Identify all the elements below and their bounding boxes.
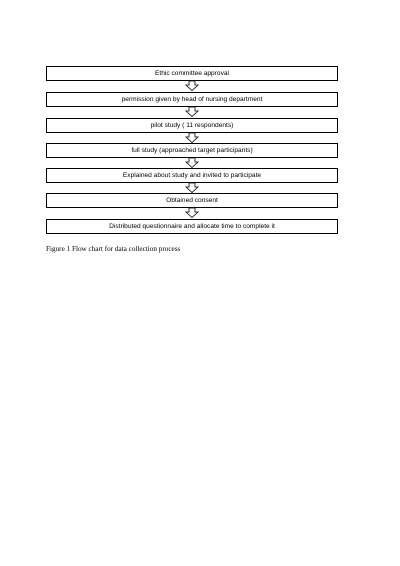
down-arrow-icon bbox=[185, 133, 199, 143]
flowchart-step-distribute-questionnaire: Distributed questionnaire and allocate time to complete it bbox=[46, 219, 338, 234]
flowchart-step-nursing-permission: permission given by head of nursing department bbox=[46, 92, 338, 107]
figure-caption: Figure 1 Flow chart for data collection process bbox=[46, 245, 181, 253]
flowchart-step-ethics-approval: Ethic committee approval bbox=[46, 66, 338, 81]
flowchart-step-explain-invite: Explained about study and invited to participate bbox=[46, 168, 338, 183]
flowchart-step-pilot-study: pilot study ( 11 respondents) bbox=[46, 118, 338, 133]
flowchart-step-full-study: full study (approached target participants) bbox=[46, 143, 338, 158]
flowchart-step-obtain-consent: Obtained consent bbox=[46, 193, 338, 208]
down-arrow-icon bbox=[185, 208, 199, 218]
down-arrow-icon bbox=[185, 81, 199, 91]
down-arrow-icon bbox=[185, 183, 199, 193]
data-collection-flowchart bbox=[0, 0, 400, 260]
down-arrow-icon bbox=[185, 107, 199, 117]
down-arrow-icon bbox=[185, 158, 199, 168]
